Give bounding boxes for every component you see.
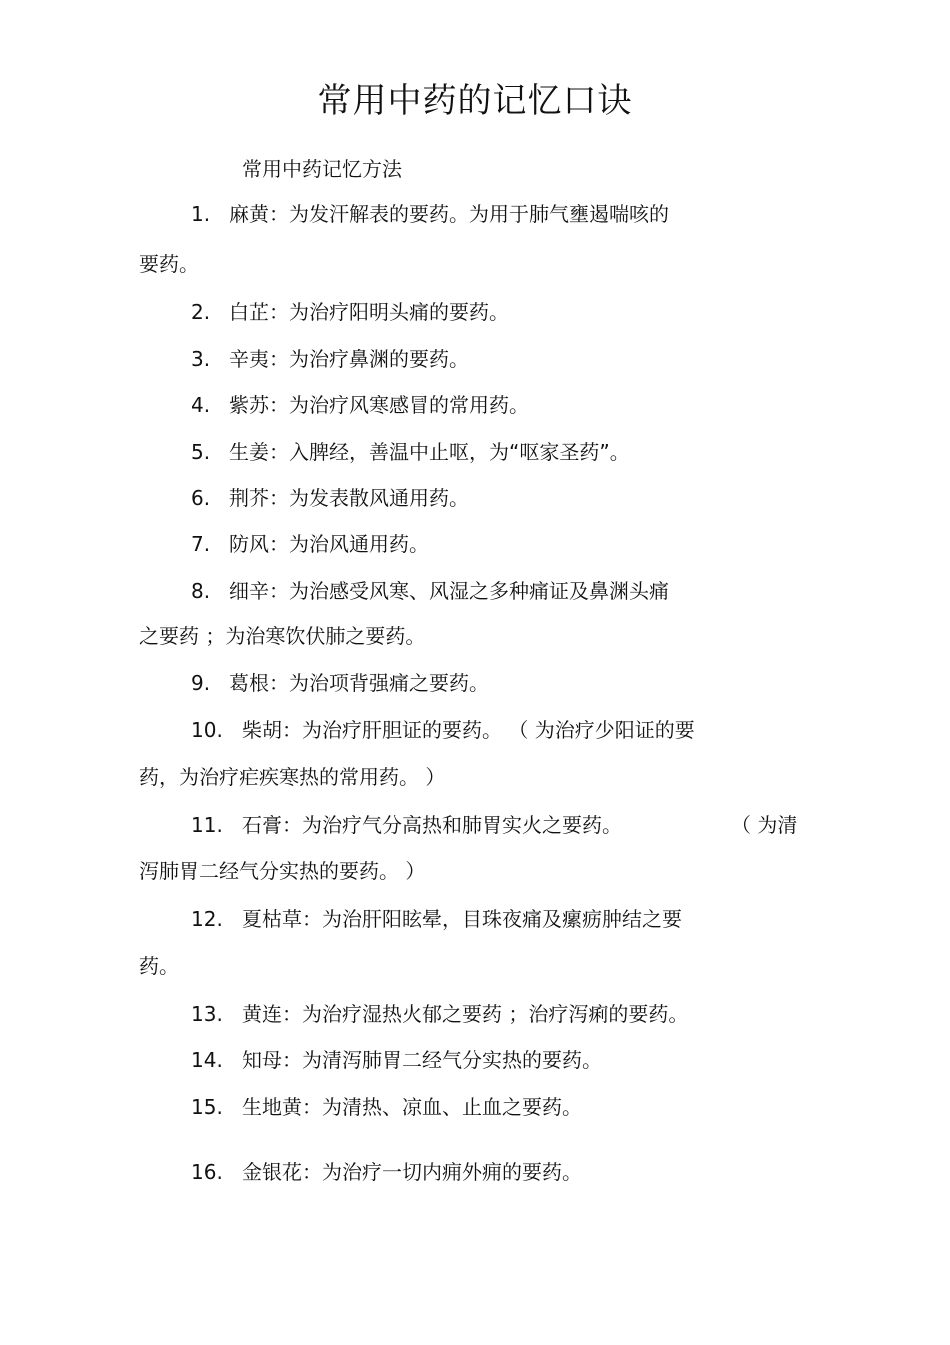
list-item-number: 15. — [191, 1095, 223, 1119]
list-item-continuation: 药。 — [139, 954, 179, 978]
list-item-number: 6. — [191, 486, 211, 510]
list-item-text: 石膏：为治疗气分高热和肺胃实火之要药。 — [242, 813, 622, 837]
list-item-text: 夏枯草：为治肝阳眩晕，目珠夜痛及瘰疬肿结之要 — [242, 907, 682, 931]
section-subtitle: 常用中药记忆方法 — [242, 157, 402, 181]
list-item-text: 葛根：为治项背强痛之要药。 — [229, 671, 489, 695]
list-item-continuation: 之要药 ；为治寒饮伏肺之要药。 — [139, 624, 426, 648]
list-item-text: 生姜：入脾经，善温中止呕，为“呕家圣药”。 — [229, 440, 630, 464]
list-item-text: 金银花：为治疗一切内痈外痈的要药。 — [242, 1160, 582, 1184]
list-item-number: 3. — [191, 347, 211, 371]
list-item-text: 紫苏：为治疗风寒感冒的常用药。 — [229, 393, 529, 417]
list-item-number: 7. — [191, 532, 211, 556]
list-item-text: 防风：为治风通用药。 — [229, 532, 429, 556]
list-item-number: 2. — [191, 300, 211, 324]
page-title: 常用中药的记忆口诀 — [317, 81, 633, 121]
list-item-number: 11. — [191, 813, 223, 837]
list-item-number: 10. — [191, 718, 223, 742]
list-item-number: 9. — [191, 671, 211, 695]
list-item-number: 4. — [191, 393, 211, 417]
list-item-continuation: 泻肺胃二经气分实热的要药。 ） — [139, 859, 426, 883]
list-item-text: 知母：为清泻肺胃二经气分实热的要药。 — [242, 1048, 602, 1072]
list-item-number: 8. — [191, 579, 211, 603]
list-item-text: 柴胡：为治疗肝胆证的要药。 （ 为治疗少阳证的要 — [242, 718, 695, 742]
list-item-text: 麻黄：为发汗解表的要药。为用于肺气壅遏喘咳的 — [229, 202, 669, 226]
list-item-text: 生地黄：为清热、凉血、止血之要药。 — [242, 1095, 582, 1119]
list-item-text-aside: （ 为清 — [731, 813, 798, 837]
list-item-number: 12. — [191, 907, 223, 931]
list-item-continuation: 药，为治疗疟疾寒热的常用药。 ） — [139, 765, 446, 789]
list-item-number: 16. — [191, 1160, 223, 1184]
list-item-number: 5. — [191, 440, 211, 464]
list-item-text: 白芷：为治疗阳明头痛的要药。 — [229, 300, 509, 324]
list-item-text: 黄连：为治疗湿热火郁之要药 ；治疗泻痢的要药。 — [242, 1002, 689, 1026]
list-item-number: 14. — [191, 1048, 223, 1072]
list-item-number: 13. — [191, 1002, 223, 1026]
list-item-text: 辛夷：为治疗鼻渊的要药。 — [229, 347, 469, 371]
list-item-number: 1. — [191, 202, 211, 226]
list-item-text: 荆芥：为发表散风通用药。 — [229, 486, 469, 510]
list-item-text: 细辛：为治感受风寒、风湿之多种痛证及鼻渊头痛 — [229, 579, 669, 603]
list-item-continuation: 要药。 — [139, 252, 199, 276]
